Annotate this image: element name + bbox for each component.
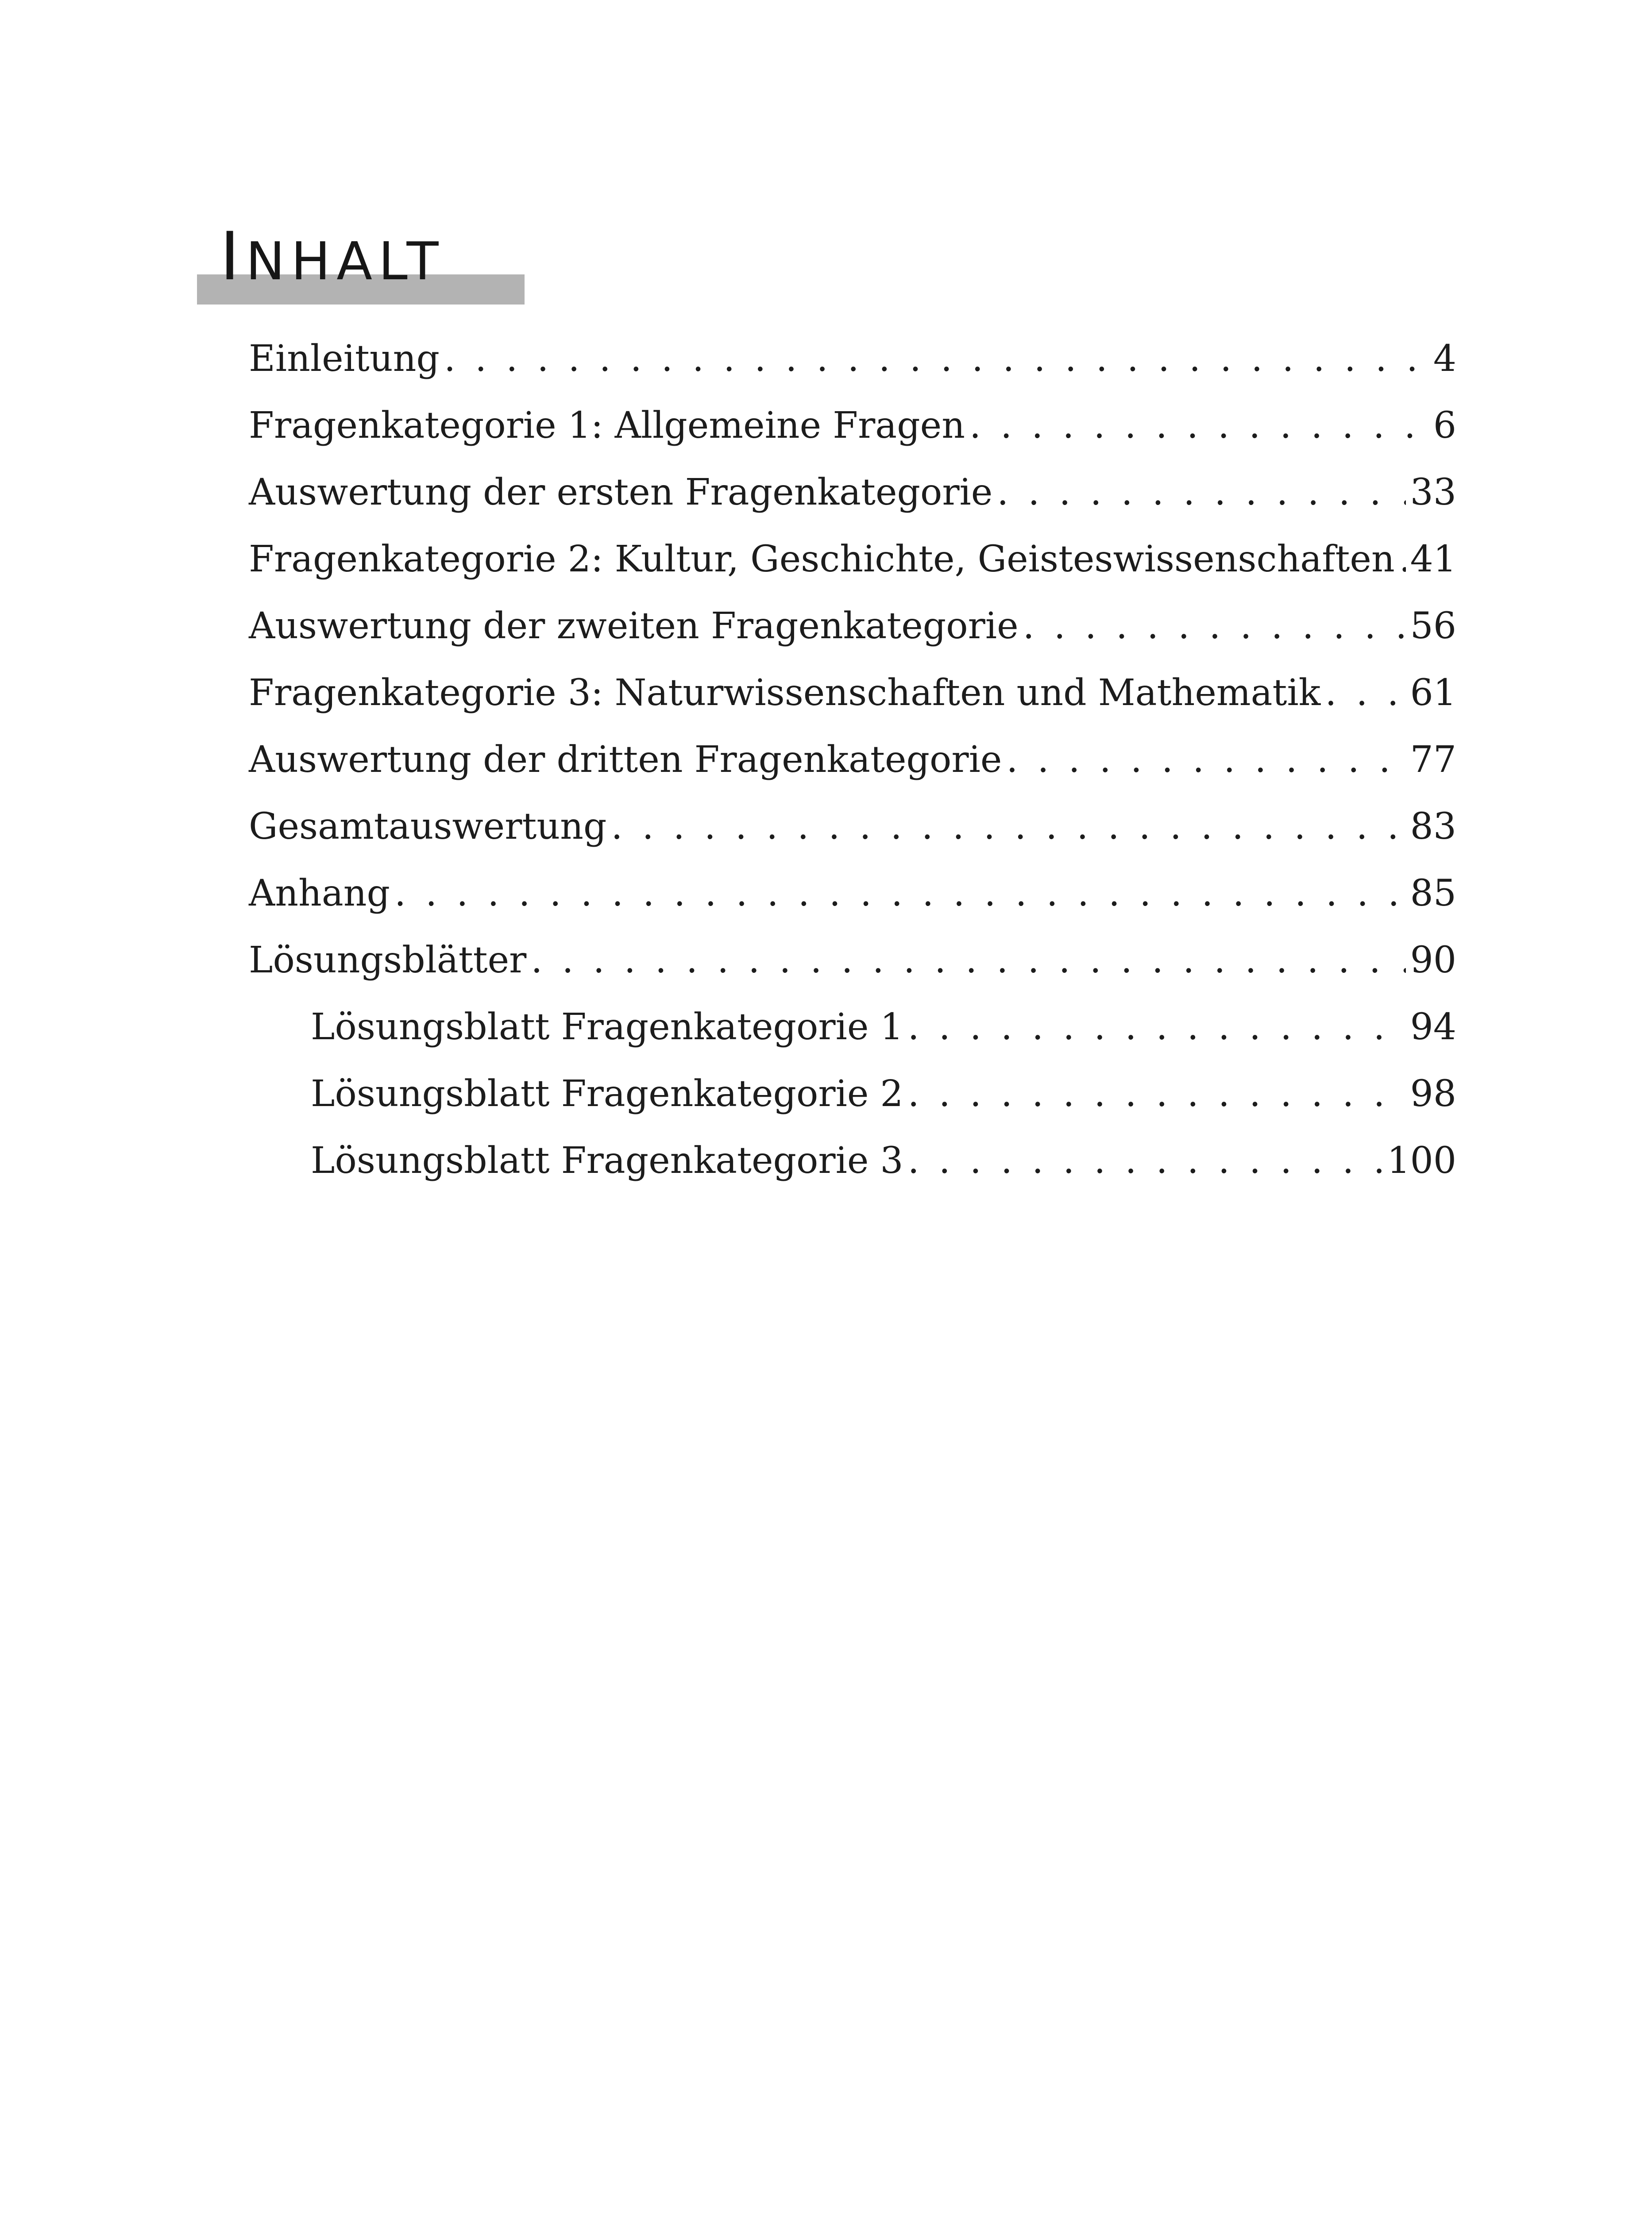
- toc-entry-title: Fragenkategorie 3: Naturwissenschaften und Mathematik: [249, 672, 1321, 714]
- toc-dot-leader: [908, 1060, 1406, 1127]
- toc-dot-leader: [531, 927, 1405, 994]
- toc-dot-leader: [908, 994, 1406, 1060]
- toc-dot-leader: [1399, 526, 1406, 593]
- toc-entry[interactable]: [249, 325, 1456, 392]
- toc-dot-leader: [1023, 593, 1406, 659]
- toc-dot-leader: [1006, 726, 1405, 793]
- toc-dot-leader: [997, 459, 1405, 526]
- toc-entry[interactable]: [249, 726, 1456, 793]
- toc-entry-title: Lösungsblatt Fragenkategorie 2: [311, 1073, 903, 1115]
- toc-entry[interactable]: [249, 459, 1456, 526]
- toc-entry-page: 6: [1433, 405, 1456, 447]
- toc-dot-leader: [908, 1127, 1383, 1194]
- toc-entry-title: Fragenkategorie 1: Allgemeine Fragen: [249, 405, 965, 447]
- toc-dot-leader: [394, 860, 1406, 927]
- toc-dot-leader: [611, 793, 1405, 860]
- toc-entry[interactable]: [249, 526, 1456, 593]
- toc-entry-title: Einleitung: [249, 338, 440, 380]
- toc-entry-page: 4: [1433, 338, 1456, 380]
- toc-entry-title: Lösungsblatt Fragenkategorie 1: [311, 1006, 903, 1048]
- toc-entry-title: Lösungsblatt Fragenkategorie 3: [311, 1140, 903, 1182]
- page-title-initial: I: [220, 218, 246, 295]
- page-title-rest: NHALT: [246, 231, 445, 292]
- toc-entry-page: 100: [1387, 1140, 1456, 1182]
- toc-entry-title: Gesamtauswertung: [249, 806, 607, 848]
- toc-dot-leader: [444, 325, 1429, 392]
- toc-entry-title: Fragenkategorie 2: Kultur, Geschichte, Geisteswissenschaften: [249, 538, 1395, 580]
- toc-entry-title: Auswertung der dritten Fragenkategorie: [249, 739, 1002, 781]
- toc-entry[interactable]: [249, 927, 1456, 994]
- toc-entry-page: 56: [1410, 605, 1456, 647]
- toc-subentry[interactable]: [249, 994, 1456, 1060]
- toc-entry[interactable]: [249, 659, 1456, 726]
- toc-entry-page: 85: [1410, 872, 1456, 914]
- table-of-contents: [249, 325, 1456, 1194]
- toc-dot-leader: [969, 392, 1429, 459]
- toc-entry[interactable]: [249, 593, 1456, 659]
- toc-entry-page: 77: [1410, 739, 1456, 781]
- toc-entry-page: 83: [1410, 806, 1456, 848]
- toc-entry-title: Auswertung der zweiten Fragenkategorie: [249, 605, 1019, 647]
- toc-subentry[interactable]: [249, 1127, 1456, 1194]
- toc-entry[interactable]: [249, 860, 1456, 927]
- toc-entry-page: 90: [1410, 939, 1456, 981]
- toc-dot-leader: [1325, 659, 1405, 726]
- toc-entry-page: 41: [1410, 538, 1456, 580]
- toc-entry[interactable]: [249, 793, 1456, 860]
- toc-heading: [197, 218, 525, 310]
- toc-entry-page: 94: [1410, 1006, 1456, 1048]
- toc-entry-page: 98: [1410, 1073, 1456, 1115]
- toc-entry-page: 61: [1410, 672, 1456, 714]
- toc-entry-title: Anhang: [249, 872, 390, 914]
- toc-entry-page: 33: [1410, 471, 1456, 513]
- toc-entry-title: Auswertung der ersten Fragenkategorie: [249, 471, 993, 513]
- toc-subentry[interactable]: [249, 1060, 1456, 1127]
- page-title: [220, 218, 445, 297]
- toc-entry-title: Lösungsblätter: [249, 939, 527, 981]
- toc-entry[interactable]: [249, 392, 1456, 459]
